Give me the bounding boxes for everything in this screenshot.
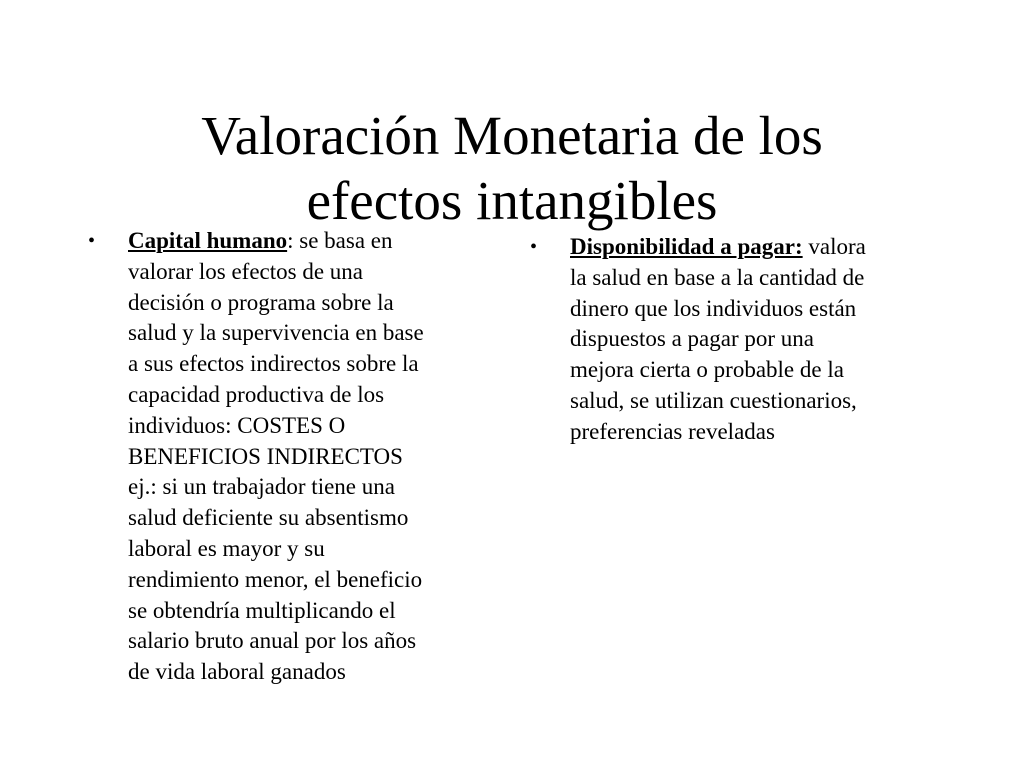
text-line: mejora cierta o probable de la bbox=[570, 357, 844, 383]
text-line: valorar los efectos de una bbox=[128, 258, 364, 284]
text-line: salud, se utilizan cuestionarios, bbox=[570, 387, 857, 413]
bullet-disponibilidad-a-pagar bbox=[530, 232, 950, 448]
text-line: ej.: si un trabajador tiene una bbox=[128, 474, 395, 500]
text-line bbox=[570, 232, 950, 263]
text-fragment: : se basa en bbox=[287, 228, 393, 253]
slide-title-line-2: efectos intangibles bbox=[306, 169, 718, 231]
text-fragment: valora bbox=[802, 234, 866, 259]
bullet-marker: • bbox=[88, 230, 96, 252]
text-line: dispuestos a pagar por una bbox=[570, 326, 814, 352]
left-column bbox=[88, 226, 486, 688]
text-line bbox=[128, 226, 486, 257]
text-line: salud y la supervivencia en base bbox=[128, 320, 424, 346]
term-capital-humano: Capital humano bbox=[128, 228, 288, 253]
text-line: la salud en base a la cantidad de bbox=[570, 264, 865, 290]
text-line: laboral es mayor y su bbox=[128, 535, 325, 561]
slide-title bbox=[60, 103, 964, 233]
text-line: BENEFICIOS INDIRECTOS bbox=[128, 443, 403, 469]
text-line: salario bruto anual por los años bbox=[128, 628, 417, 654]
bullet-marker: • bbox=[530, 236, 538, 258]
text-line: decisión o programa sobre la bbox=[128, 289, 394, 315]
text-line: de vida laboral ganados bbox=[128, 659, 346, 685]
text-line: salud deficiente su absentismo bbox=[128, 505, 409, 531]
text-line: se obtendría multiplicando el bbox=[128, 597, 396, 623]
text-line: preferencias reveladas bbox=[570, 418, 775, 444]
text-line: a sus efectos indirectos sobre la bbox=[128, 351, 419, 377]
text-line: individuos: COSTES O bbox=[128, 412, 346, 438]
bullet-capital-humano bbox=[88, 226, 486, 688]
text-line: dinero que los individuos están bbox=[570, 295, 857, 321]
slide-title-line-1: Valoración Monetaria de los bbox=[201, 104, 823, 166]
text-line: capacidad productiva de los bbox=[128, 381, 385, 407]
text-line: rendimiento menor, el beneficio bbox=[128, 566, 423, 592]
term-disponibilidad-a-pagar: Disponibilidad a pagar: bbox=[570, 234, 803, 259]
right-column bbox=[530, 232, 950, 448]
